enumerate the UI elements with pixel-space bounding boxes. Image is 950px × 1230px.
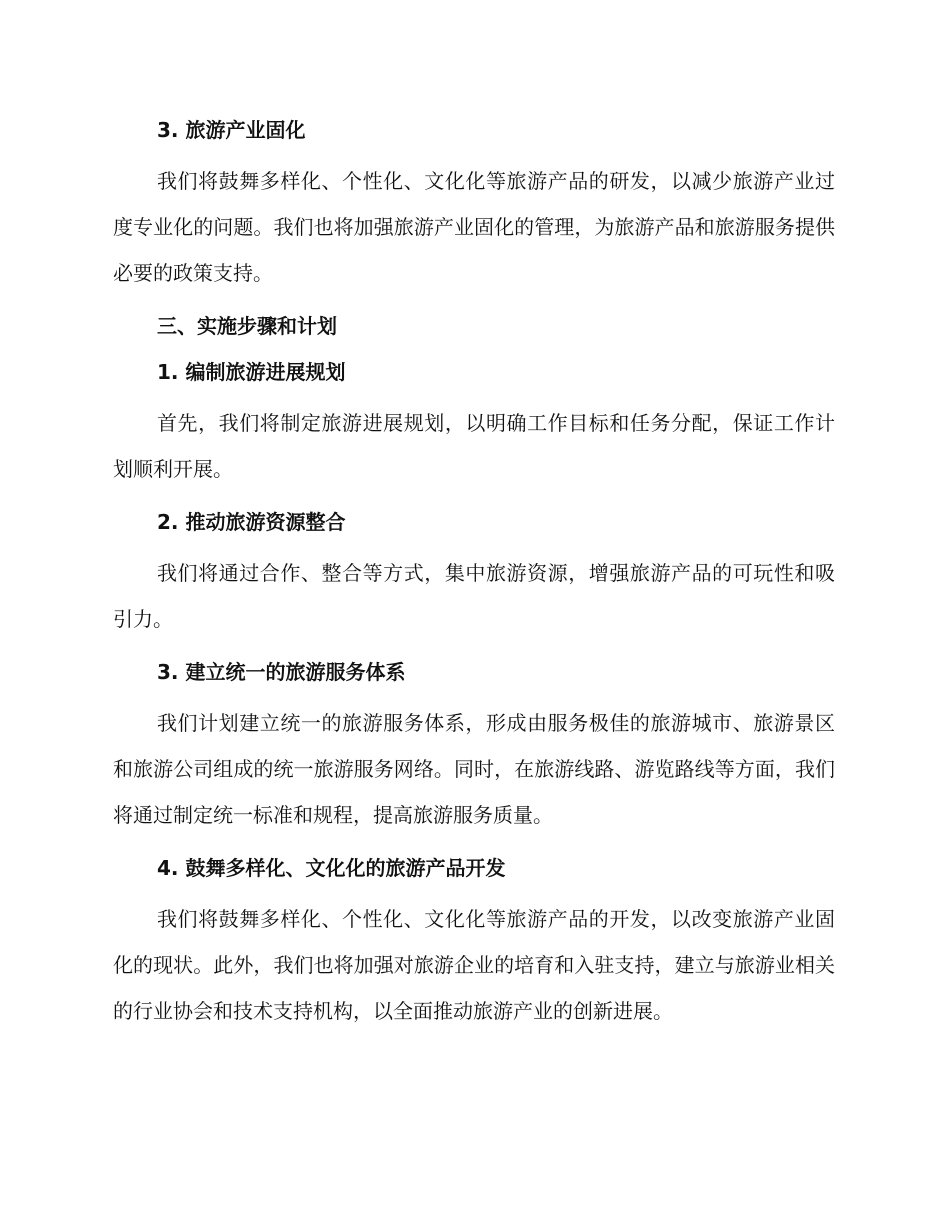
section-paragraph: 首先，我们将制定旅游进展规划，以明确工作目标和任务分配，保证工作计划顺利开展。 [113,411,835,481]
section-heading-unified-service-system: 3. 建立统一的旅游服务体系 [157,660,406,684]
section-heading-diversified-product-development: 4. 鼓舞多样化、文化化的旅游产品开发 [157,856,506,880]
section-paragraph: 我们将通过合作、整合等方式，集中旅游资源，增强旅游产品的可玩性和吸引力。 [113,561,835,631]
section-paragraph: 我们将鼓舞多样化、个性化、文化化等旅游产品的开发，以改变旅游产业固化的现状。此外，我们也将加强对旅游企业的培育和入驻支持，建立与旅游业相关的行业协会和技术支持机构，以全面推动旅游产业的创新进展。 [113,907,835,1023]
section-heading-tourism-industry-solidification: 3. 旅游产业固化 [157,118,306,142]
section-heading-tourism-development-plan: 1. 编制旅游进展规划 [157,360,346,384]
section-paragraph: 我们计划建立统一的旅游服务体系，形成由服务极佳的旅游城市、旅游景区和旅游公司组成的统一旅游服务网络。同时，在旅游线路、游览路线等方面，我们将通过制定统一标准和规程，提高旅游服务质量。 [113,711,835,827]
section-paragraph: 我们将鼓舞多样化、个性化、文化化等旅游产品的研发，以减少旅游产业过度专业化的问题。我们也将加强旅游产业固化的管理，为旅游产品和旅游服务提供必要的政策支持。 [113,169,835,285]
chapter-heading-implementation-steps: 三、实施步骤和计划 [157,314,337,338]
document-body [113,112,835,1034]
section-heading-resource-integration: 2. 推动旅游资源整合 [157,510,346,534]
